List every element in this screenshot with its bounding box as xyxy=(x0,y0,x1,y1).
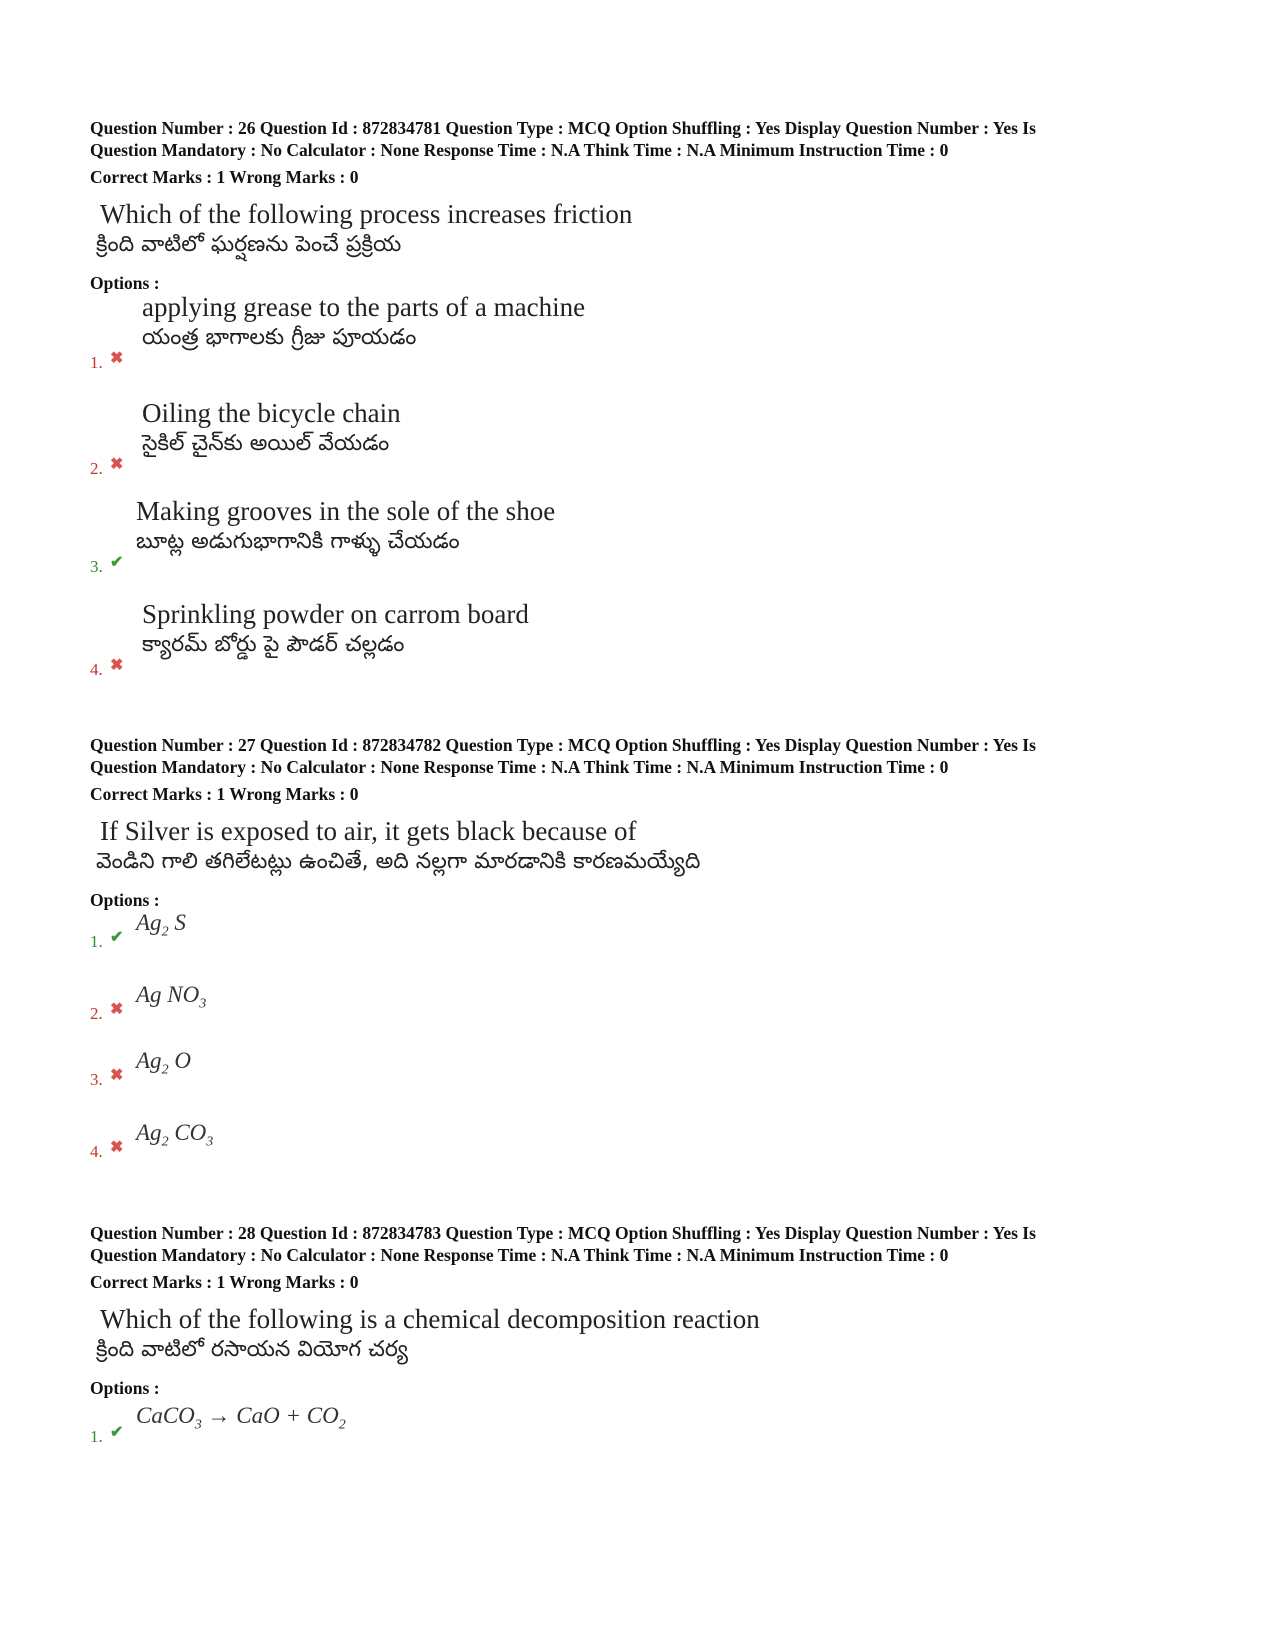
option-text-english: Oiling the bicycle chain xyxy=(142,398,401,428)
formula-part: CO xyxy=(168,1120,207,1145)
question-meta-line2: Question Mandatory : No Calculator : None Response Time : N.A Think Time : N.A Minimum Instruction Time : 0 xyxy=(90,140,949,160)
question-text-telugu: వెండిని గాలి తగిలేటట్లు ఉంచితే, అది నల్లగా మారడానికి కారణమయ్యేది xyxy=(96,849,701,874)
option-text-english: Making grooves in the sole of the shoe xyxy=(136,496,556,526)
option-number: 3. xyxy=(90,1070,103,1089)
question-meta-line2: Question Mandatory : No Calculator : None Response Time : N.A Think Time : N.A Minimum Instruction Time : 0 xyxy=(90,1245,949,1265)
question-26 xyxy=(90,117,1200,679)
option-text-telugu: సైకిల్ చైన్‌కు అయిల్ వేయడం xyxy=(142,431,390,456)
formula-subscript: 2 xyxy=(161,1134,169,1150)
options-label: Options : xyxy=(90,890,160,910)
option-formula xyxy=(136,1048,191,1079)
option-formula xyxy=(136,910,186,941)
formula-subscript: 3 xyxy=(199,996,207,1012)
option-number: 2. xyxy=(90,459,103,478)
option-number: 1. xyxy=(90,1427,103,1446)
wrong-mark-icon: ✖ xyxy=(110,657,124,674)
formula-part: CaCO xyxy=(136,1403,195,1428)
formula-part: Ag NO xyxy=(136,982,200,1007)
formula-subscript: 2 xyxy=(338,1417,346,1433)
formula-part: O xyxy=(168,1048,191,1073)
question-marks: Correct Marks : 1 Wrong Marks : 0 xyxy=(90,167,359,187)
question-marks: Correct Marks : 1 Wrong Marks : 0 xyxy=(90,1272,359,1292)
correct-mark-icon: ✔ xyxy=(110,929,124,946)
formula-part: Ag xyxy=(136,1048,162,1073)
wrong-mark-icon: ✖ xyxy=(110,350,124,367)
question-28 xyxy=(90,1222,1200,1446)
formula-subscript: 3 xyxy=(194,1417,202,1433)
correct-mark-icon: ✔ xyxy=(110,554,124,571)
question-text-telugu: క్రింది వాటిలో రసాయన వియోగ చర్య xyxy=(96,1337,408,1362)
formula-subscript: 3 xyxy=(206,1134,214,1150)
formula-part: S xyxy=(168,910,186,935)
option-number: 1. xyxy=(90,932,103,951)
question-marks: Correct Marks : 1 Wrong Marks : 0 xyxy=(90,784,359,804)
option-formula xyxy=(136,1403,346,1434)
formula-subscript: 2 xyxy=(161,924,169,940)
option-number: 4. xyxy=(90,1142,103,1161)
option-number: 2. xyxy=(90,1004,103,1023)
question-27 xyxy=(90,734,1200,1161)
option-number: 4. xyxy=(90,660,103,679)
question-text-english: If Silver is exposed to air, it gets black because of xyxy=(100,816,637,846)
question-meta-line1: Question Number : 27 Question Id : 872834782 Question Type : MCQ Option Shuffling : Yes Display Question Number : Yes Is xyxy=(90,735,1036,755)
option-text-telugu: బూట్ల అడుగుభాగానికి గాళ్ళు చేయడం xyxy=(136,529,460,554)
option-formula xyxy=(136,982,206,1013)
question-text-english: Which of the following process increases friction xyxy=(100,199,633,229)
correct-mark-icon: ✔ xyxy=(110,1424,124,1441)
option-formula xyxy=(136,1120,213,1151)
question-text-english: Which of the following is a chemical decomposition reaction xyxy=(100,1304,760,1334)
formula-part: Ag xyxy=(136,1120,162,1145)
question-text-telugu: క్రింది వాటిలో ఘర్షణను పెంచే ప్రక్రియ xyxy=(96,232,402,257)
wrong-mark-icon: ✖ xyxy=(110,1139,124,1156)
question-meta-line1: Question Number : 28 Question Id : 872834783 Question Type : MCQ Option Shuffling : Yes Display Question Number : Yes Is xyxy=(90,1223,1036,1243)
options-label: Options : xyxy=(90,273,160,293)
option-text-english: Sprinkling powder on carrom board xyxy=(142,599,529,629)
formula-part: Ag xyxy=(136,910,162,935)
formula-part: → CaO + CO xyxy=(201,1403,339,1428)
option-text-telugu: యంత్ర భాగాలకు గ్రీజు పూయడం xyxy=(142,325,417,350)
question-meta-line1: Question Number : 26 Question Id : 872834781 Question Type : MCQ Option Shuffling : Yes Display Question Number : Yes Is xyxy=(90,118,1036,138)
options-label: Options : xyxy=(90,1378,160,1398)
question-meta-line2: Question Mandatory : No Calculator : None Response Time : N.A Think Time : N.A Minimum Instruction Time : 0 xyxy=(90,757,949,777)
wrong-mark-icon: ✖ xyxy=(110,1001,124,1018)
option-text-english: applying grease to the parts of a machine xyxy=(142,292,586,322)
option-number: 3. xyxy=(90,557,103,576)
wrong-mark-icon: ✖ xyxy=(110,1067,124,1084)
wrong-mark-icon: ✖ xyxy=(110,456,124,473)
option-number: 1. xyxy=(90,353,103,372)
formula-subscript: 2 xyxy=(161,1062,169,1078)
option-text-telugu: క్యారమ్ బోర్డు పై పౌడర్ చల్లడం xyxy=(142,632,405,657)
